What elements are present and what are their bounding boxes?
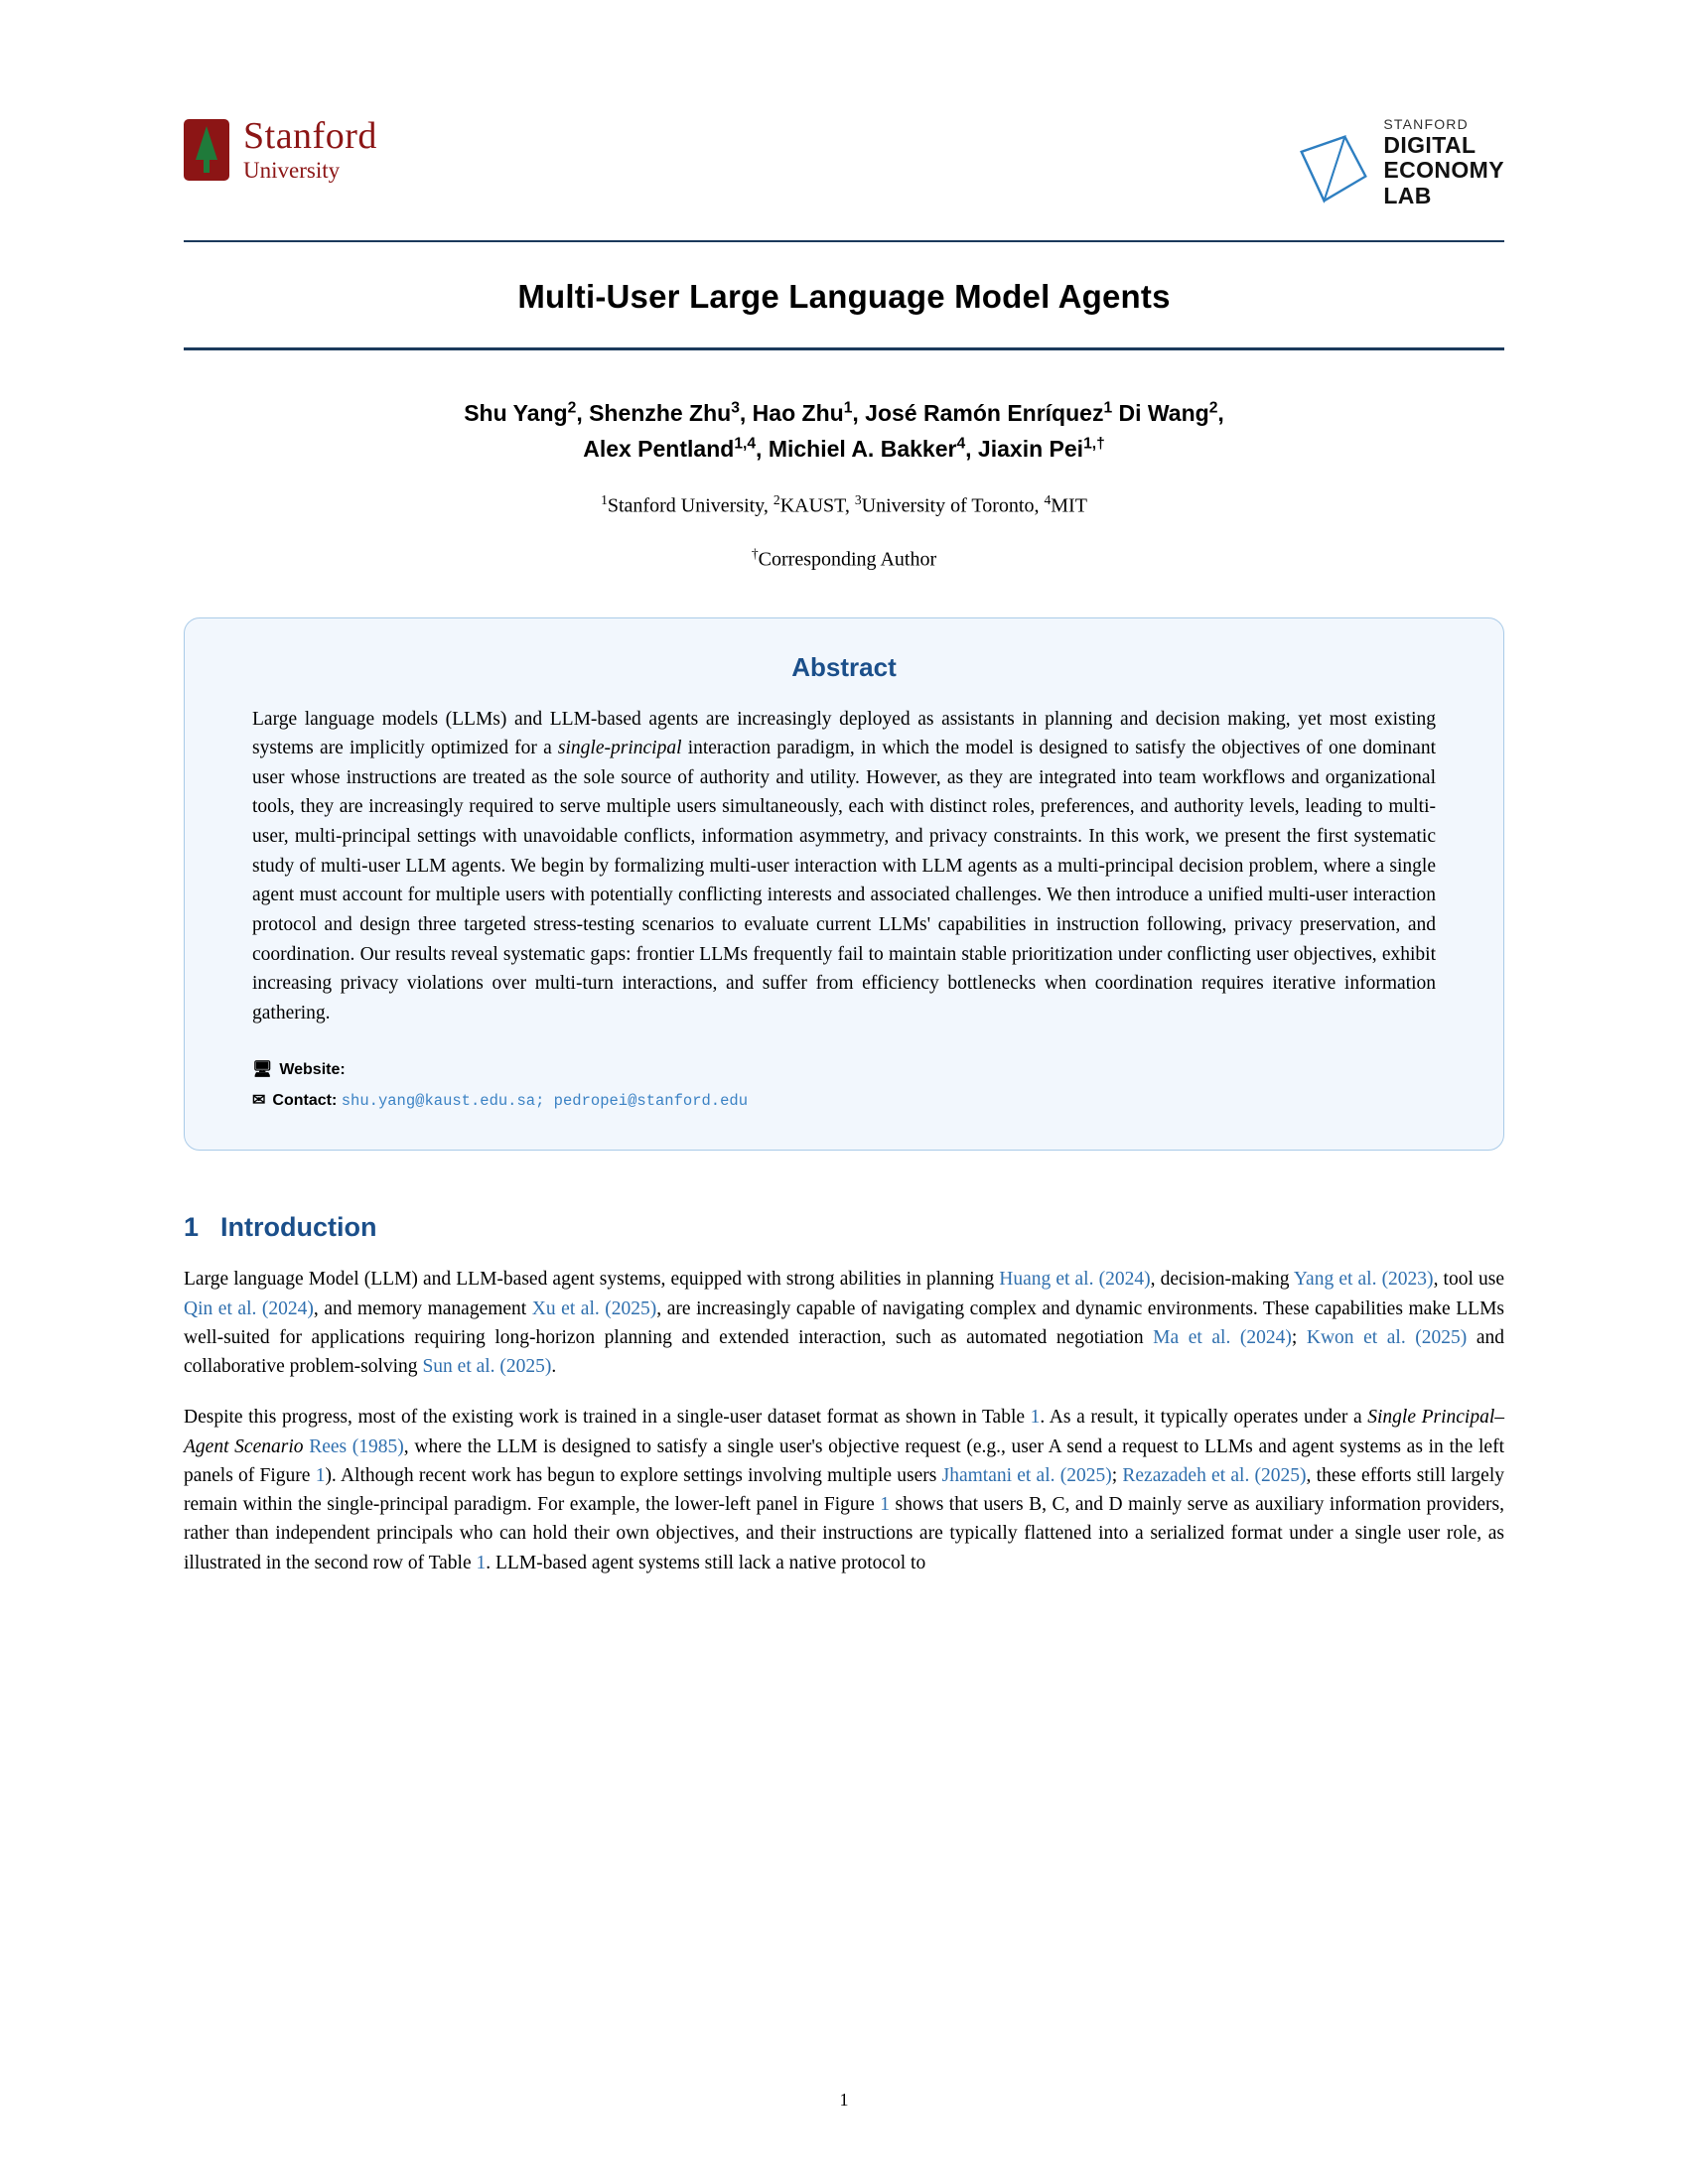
section-heading-introduction xyxy=(184,1212,1504,1243)
citation-qin[interactable]: Qin et al. (2024) xyxy=(184,1297,314,1319)
affiliations: $^1$Stanford University, $^2$KAUST, $^3$University of Toronto, $^4$MIT xyxy=(601,492,1087,517)
citation-rees[interactable]: Rees (1985) xyxy=(309,1435,404,1457)
corresponding-author-note: †Corresponding Author xyxy=(751,545,937,571)
digital-economy-lab-logo xyxy=(1296,117,1504,209)
stanford-logo xyxy=(184,117,377,183)
contact-label: Contact: xyxy=(272,1091,338,1109)
citation-xu[interactable]: Xu et al. (2025) xyxy=(531,1297,657,1319)
citation-kwon[interactable]: Kwon et al. (2025) xyxy=(1306,1326,1468,1348)
citation-jhamtani[interactable]: Jhamtani et al. (2025) xyxy=(941,1464,1112,1486)
ref-figure-1a[interactable]: 1 xyxy=(315,1464,326,1486)
stanford-tree-icon xyxy=(184,119,229,181)
abstract-meta xyxy=(252,1055,1436,1116)
envelope-icon: ✉ xyxy=(252,1091,266,1109)
del-line-stanford: STANFORD xyxy=(1383,116,1469,132)
logo-row xyxy=(184,0,1504,226)
contact-value[interactable]: shu.yang@kaust.edu.sa; pedropei@stanford.edu xyxy=(341,1091,749,1110)
stanford-sub: University xyxy=(243,157,341,183)
digital-economy-lab-wordmark xyxy=(1383,117,1504,209)
del-line-digital: DIGITAL xyxy=(1383,131,1477,158)
monitor-icon: 🖥 xyxy=(252,1061,273,1079)
ref-figure-1b[interactable]: 1 xyxy=(880,1494,891,1516)
author-list xyxy=(184,396,1504,467)
ref-table-1b[interactable]: 1 xyxy=(476,1552,487,1573)
author-line-1: Shu Yang$^2$, Shenzhe Zhu$^3$, Hao Zhu$^1$, José Ramón Enríquez$^1$ Di Wang$^2$, xyxy=(464,399,1224,426)
del-line-economy: ECONOMY xyxy=(1383,157,1504,184)
citation-yang[interactable]: Yang et al. (2023) xyxy=(1293,1269,1434,1291)
intro-paragraph-2: Despite this progress, most of the existing work is trained in a single-user dataset format as shown in Table 1. As a result, it typically operates under a Single Principal–Agent Scenario Rees (1985), where the LLM is designed to satisfy a single user's objective request (e.g., user A send a request to LLMs and agent systems as in the left panels of Figure 1). Although recent work has begun to explore settings involving multiple users Jhamtani et al. (2025); Rezazadeh et al. (2025), these efforts still largely remain within the single-principal paradigm. For example, the lower-left panel in Figure 1 shows that users B, C, and D mainly serve as auxiliary information providers, rather than independent principals who can hold their own objectives, and their instructions are typically flattened into a serialized format under a single user role, as illustrated in the second row of Table 1. LLM-based agent systems still lack a native protocol to xyxy=(184,1407,1505,1573)
abstract-heading: Abstract xyxy=(791,651,897,682)
ref-table-1[interactable]: 1 xyxy=(1030,1407,1041,1429)
abstract-text: Large language models (LLMs) and LLM-based agents are increasingly deployed as assistants in planning and decision making, yet most existing systems are implicitly optimized for a single-principal interaction paradigm, in which the model is designed to satisfy the objectives of one dominant user whose instructions are treated as the sole source of authority and utility. However, as they are integrated into team workflows and organizational tools, they are increasingly required to serve multiple users simultaneously, each with distinct roles, preferences, and authority levels, leading to multi-user, multi-principal settings with unavoidable conflicts, information asymmetry, and privacy constraints. In this work, we present the first systematic study of multi-user LLM agents. We begin by formalizing multi-user interaction with LLM agents as a multi-principal decision problem, where a single agent must account for multiple users with potentially conflicting interests and associated challenges. We then introduce a unified multi-user interaction protocol and design three targeted stress-testing scenarios to evaluate current LLMs' capabilities in instruction following, privacy preservation, and coordination. Our results reveal systematic gaps: frontier LLMs frequently fail to maintain stable prioritization under conflicting user objectives, exhibit increasing privacy violations over multi-turn interactions, and suffer from efficiency bottlenecks when coordination requires iterative information gathering. xyxy=(252,708,1436,1024)
citation-rezazadeh[interactable]: Rezazadeh et al. (2025) xyxy=(1122,1464,1307,1486)
website-row xyxy=(252,1055,1436,1085)
section-title: Introduction xyxy=(220,1212,377,1243)
citation-sun[interactable]: Sun et al. (2025) xyxy=(422,1356,552,1378)
intro-paragraph-1: Large language Model (LLM) and LLM-based agent systems, equipped with strong abilities in planning Huang et al. (2024), decision-making Yang et al. (2023), tool use Qin et al. (2024), and memory management Xu et al. (2025), are increasingly capable of navigating complex and dynamic environments. These capabilities make LLMs well-suited for applications requiring long-horizon planning and extended interaction, such as automated negotiation Ma et al. (2024); Kwon et al. (2025) and collaborative problem-solving Sun et al. (2025). xyxy=(184,1269,1505,1378)
section-number: 1 xyxy=(184,1212,200,1243)
header-divider-top xyxy=(184,240,1504,242)
abstract-box xyxy=(184,617,1504,1152)
citation-ma[interactable]: Ma et al. (2024) xyxy=(1153,1326,1292,1348)
stanford-name: Stanford xyxy=(243,115,377,157)
author-line-2: Alex Pentland$^{1,4}$, Michiel A. Bakker$^4$, Jiaxin Pei$^{1,\dagger}$ xyxy=(583,434,1105,462)
citation-huang[interactable]: Huang et al. (2024) xyxy=(999,1269,1151,1291)
del-line-lab: LAB xyxy=(1383,183,1432,209)
page-title: Multi-User Large Language Model Agents xyxy=(517,278,1171,315)
page-number: 1 xyxy=(839,2090,849,2110)
website-label: Website: xyxy=(279,1061,346,1079)
title-divider xyxy=(184,347,1504,350)
diamond-outline-icon xyxy=(1296,131,1371,206)
contact-row xyxy=(252,1086,1436,1116)
stanford-wordmark xyxy=(243,117,377,183)
